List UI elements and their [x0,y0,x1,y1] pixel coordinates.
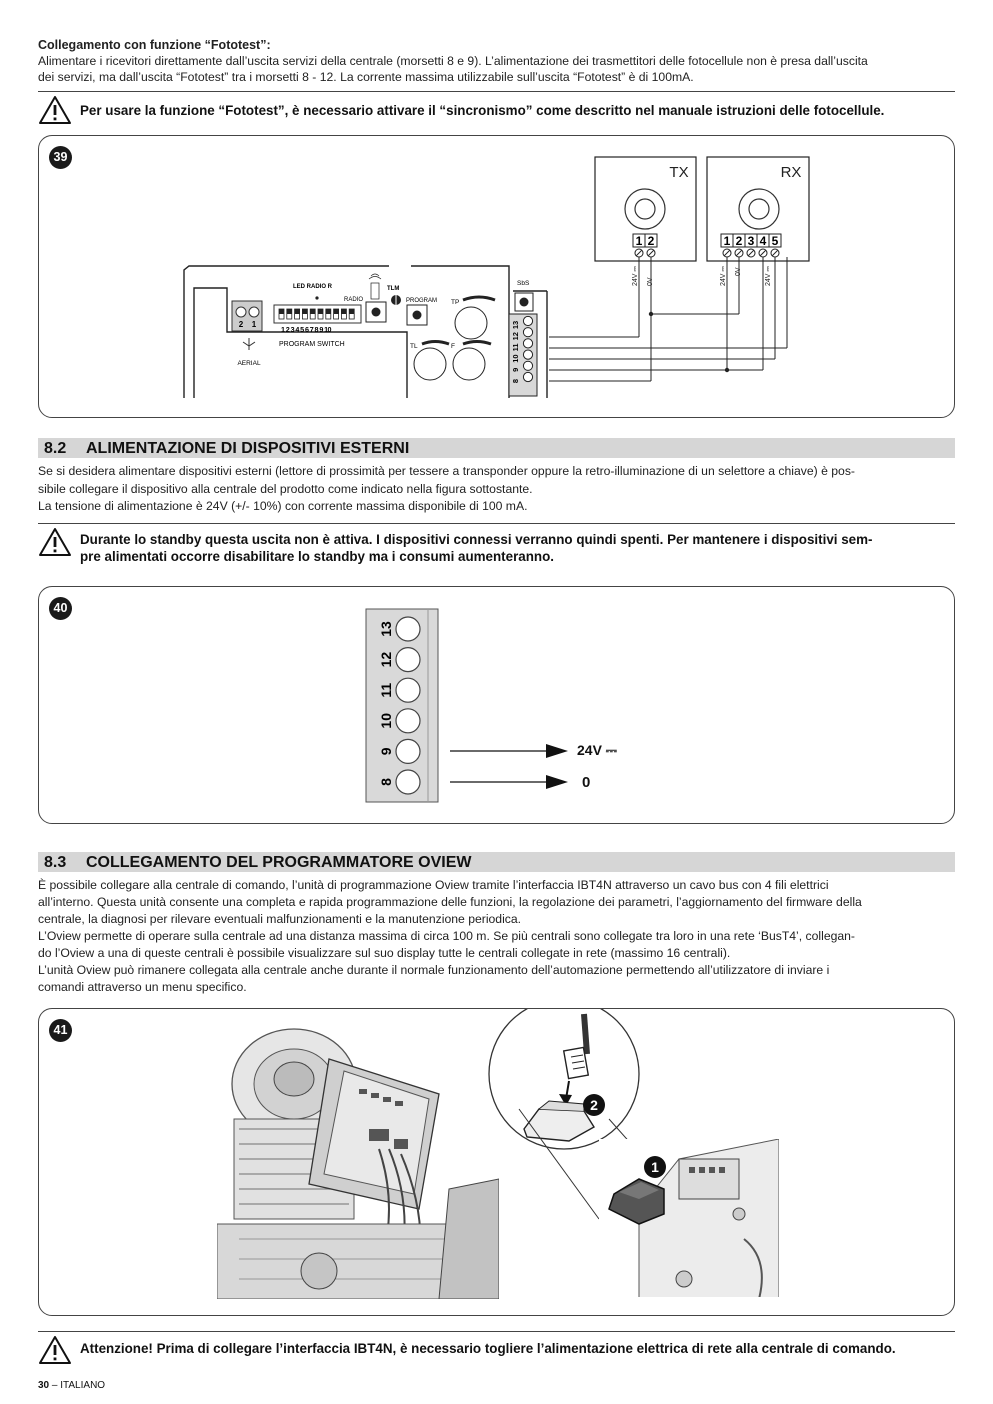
aerial-terminal-1: 1 [251,320,257,329]
tx-label: TX [669,164,689,181]
f-label: F [451,343,455,350]
dip-numbers: 1 2 3 4 5 6 7 8 9 10 [281,325,331,334]
section-8-3-line-3: centrale, la diagnosi per rilevare eventuali malfunzionamenti e la manutenzione periodica. [38,912,522,926]
section-8-3-line-4: L’Oview permette di operare sulla centrale ad una distanza massima di circa 100 m. Se più centrali sono collegate tra loro in una rete ‘BusT4’, collegan- [38,929,855,943]
terminal-label-11: 11 [378,682,394,698]
sbs-label: SbS [517,280,530,287]
rx-photocell [707,157,809,261]
intro-heading: Collegamento con funzione “Fototest”: [38,38,271,52]
warning-standby-line-2: pre alimentati occorre disabilitare lo standby ma i consumi aumenteranno. [80,549,555,564]
figure-number: 41 [49,1019,72,1042]
footer-language: – ITALIANO [49,1380,106,1391]
intro-line-2: dei servizi, ma dall’uscita “Fototest” tra i morsetti 8 - 12. La corrente massima utilizzabile sull’uscita “Fototest” è di 100mA. [38,70,694,84]
section-8-3-line-5: do l’Oview a una di queste centrali è possibile visualizzare sul suo display tutte le centrali collegate in rete (massimo 16 centrali). [38,946,731,960]
control-board [184,266,547,398]
warning-icon [38,527,72,557]
tp-label: TP [451,299,460,306]
external-power-diagram [39,587,954,823]
section-title: COLLEGAMENTO DEL PROGRAMMATORE OVIEW [86,854,472,871]
terminal-screw [396,678,420,702]
page-footer [38,1380,105,1391]
page-number: 30 [38,1380,50,1391]
terminal-screw [396,709,420,733]
label-0: 0 [582,774,591,791]
terminal-label-10: 10 [378,713,394,729]
tx-photocell [595,157,696,261]
strip-terminal-label: 13 [511,320,520,330]
strip-terminal-label: 10 [511,354,520,363]
tx-terminal-1: 1 [635,234,643,248]
tx-terminal-2: 2 [647,234,655,248]
terminal-label-9: 9 [378,747,394,756]
program-switch-label: PROGRAM SWITCH [279,341,345,348]
section-header-8-3 [38,852,955,872]
intro-line-1: Alimentare i ricevitori direttamente dall’uscita servizi della centrale (morsetti 8 e 9). L’alimentazione dei trasmettitori delle fotocellule non è presa dall’uscita [38,54,868,68]
figure-39 [38,135,955,418]
section-number: 8.3 [44,854,67,871]
section-8-3-line-2: all’interno. Questa unità consente una completa e rapida programmazione delle funzioni, la regolazione dei parametri, l’aggiornamento del firmware della [38,895,862,909]
strip-terminal-label: 9 [511,367,520,372]
rx-wire-label-0v: 0V [735,267,742,276]
step-2-badge: 2 [590,1097,598,1113]
section-8-2-p1: Se si desidera alimentare dispositivi esterni (lettore di prossimità per tessere a transponder oppure la retro-illuminazione di un selettore a chiave) è pos- [38,464,855,478]
warning-fototest: Per usare la funzione “Fototest”, è necessario attivare il “sincronismo” come descritto nel manuale istruzioni delle fotocellule. [80,103,885,118]
rx-terminal-3: 3 [747,234,755,248]
rx-terminal-5: 5 [771,234,779,248]
warning-icon [38,1335,72,1365]
board-detail-image [599,1139,779,1299]
section-8-2-p2: sibile collegare il dispositivo alla centrale del prodotto come indicato nella figura sottostante. [38,482,533,496]
figure-40 [38,586,955,824]
strip-terminal-label: 12 [511,332,520,341]
strip-terminal-label: 11 [511,343,520,352]
divider [38,91,955,92]
section-8-2-p3: La tensione di alimentazione è 24V (+/- 10%) con corrente massima disponibile di 100 mA. [38,499,528,513]
terminal-screw [396,739,420,763]
terminal-screw [396,770,420,794]
program-label: PROGRAM [406,298,438,304]
section-number: 8.2 [44,440,67,457]
motor-unit-image [217,1027,499,1299]
figure-number: 40 [49,597,72,620]
tl-label: TL [410,343,418,350]
section-title: ALIMENTAZIONE DI DISPOSITIVI ESTERNI [86,440,410,457]
terminal-screw [396,617,420,641]
terminal-label-8: 8 [378,778,394,786]
figure-41 [38,1008,955,1316]
figure-number: 39 [49,146,72,169]
wires [549,257,787,381]
rx-terminal-1: 1 [723,234,731,248]
rx-wire-label-24v: 24V ⎓ [720,266,727,286]
section-header-8-2 [38,438,955,458]
aerial-label: AERIAL [237,360,261,367]
rx-terminal-4: 4 [759,234,767,248]
tx-wire-label-0v: 0V [647,277,654,286]
aerial-terminal-2: 2 [238,320,244,329]
tlm-label: TLM [387,286,400,292]
warning-ibt4n: Attenzione! Prima di collegare l’interfaccia IBT4N, è necessario togliere l’alimentazione elettrica di rete alla centrale di comando. [80,1341,896,1356]
rx-label: RX [780,164,802,181]
tx-wire-label-24v: 24V ⎓ [632,266,639,286]
step-1-badge: 1 [651,1159,659,1175]
wiring-diagram-fototest [39,136,954,417]
divider [38,1331,955,1332]
led-radio-label: LED RADIO R [293,284,332,290]
warning-icon [38,95,72,125]
terminal-label-13: 13 [378,621,394,637]
section-8-3-line-1: È possibile collegare alla centrale di comando, l’unità di programmazione Oview tramite l’interfaccia IBT4N attraverso un cavo bus con 4 fili elettrici [38,878,829,892]
oview-connection-illustration [39,1009,954,1315]
strip-terminal-label: 8 [511,378,520,384]
terminal-screw [396,648,420,672]
rx-wire-label-24v-b: 24V ⎓ [765,266,772,286]
terminal-label-12: 12 [378,651,394,668]
radio-label: RADIO [344,297,364,303]
section-8-3-line-7: comandi attraverso un menu specifico. [38,980,247,994]
section-8-3-line-6: L’unità Oview può rimanere collegata alla centrale anche durante il normale funzionamento dell’automazione permettendo all’utilizzatore di inviare i [38,963,830,977]
divider [38,523,955,524]
label-24v: 24V ⎓ [577,742,617,758]
warning-standby-line-1: Durante lo standby questa uscita non è attiva. I dispositivi connessi verranno quindi spenti. Per mantenere i dispositivi sem- [80,532,873,547]
rx-terminal-2: 2 [735,234,743,248]
